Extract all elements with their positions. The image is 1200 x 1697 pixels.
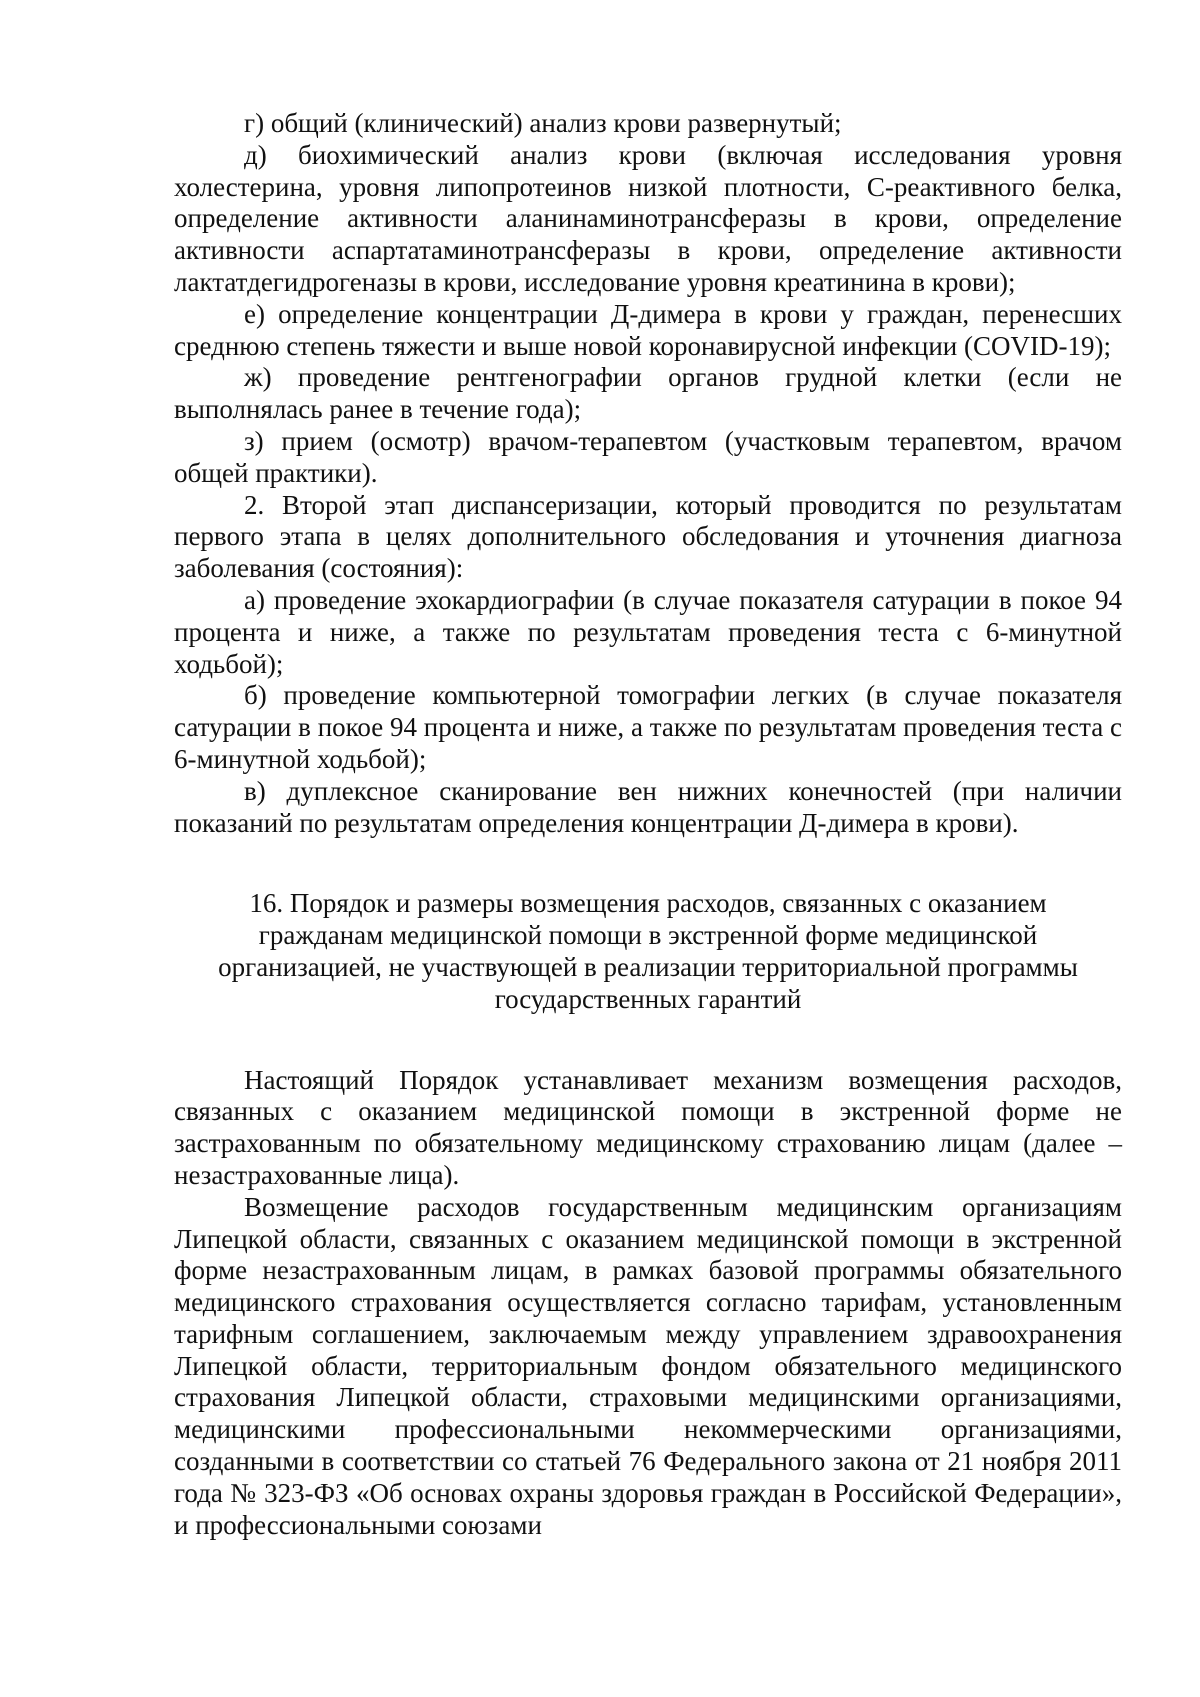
list-item-b: б) проведение компьютерной томографии легких (в случае показателя сатурации в покое 94 процента и ниже, а также по результатам проведения теста с 6-минутной ходьбой);	[174, 680, 1122, 774]
list-item-e: е) определение концентрации Д-димера в крови у граждан, перенесших среднюю степень тяжести и выше новой коронавирусной инфекции (COVID-19);	[174, 298, 1122, 361]
section-heading-line-2: гражданам медицинской помощи в экстренной форме медицинской	[258, 920, 1038, 951]
list-item-z: з) прием (осмотр) врачом-терапевтом (участковым терапевтом, врачом общей практики).	[174, 425, 1122, 488]
body-paragraph-1: Настоящий Порядок устанавливает механизм возмещения расходов, связанных с оказанием медицинской помощи в экстренной форме не застрахованным по обязательному медицинскому страхованию лицам (далее – незастрахованные лица).	[174, 1064, 1122, 1190]
list-item-v: в) дуплексное сканирование вен нижних конечностей (при наличии показаний по результатам определения концентрации Д-димера в крови).	[174, 775, 1122, 838]
list-item-a: а) проведение эхокардиографии (в случае показателя сатурации в покое 94 процента и ниже, а также по результатам проведения теста с 6-минутной ходьбой);	[174, 584, 1122, 679]
section-heading-line-1: 16. Порядок и размеры возмещения расходов, связанных с оказанием	[249, 888, 1047, 919]
spacer	[174, 1016, 1122, 1065]
body-paragraph-2: Возмещение расходов государственным медицинским организациям Липецкой области, связанных с оказанием медицинской помощи в экстренной форме незастрахованным лицам, в рамках базовой программы обязательного медицинского страхования осуществляется согласно тарифам, установленным тарифным соглашением, заключаемым между управлением здравоохранения Липецкой области, территориальным фондом обязательного медицинского страхования Липецкой области, страховыми медицинскими организациями, медицинскими профессиональными некоммерческими организациями, созданными в соответствии со статьей 76 Федерального закона от 21 ноября 2011 года № 323-ФЗ «Об основах охраны здоровья граждан в Российской Федерации», и профессиональными союзами	[174, 1191, 1122, 1540]
document-page	[174, 108, 1122, 1541]
list-item-g: г) общий (клинический) анализ крови развернутый;	[244, 108, 842, 138]
section-heading	[174, 888, 1122, 1015]
list-item-d: д) биохимический анализ крови (включая исследования уровня холестерина, уровня липопротеинов низкой плотности, С-реактивного белка, определение активности аланинаминотрансферазы в крови, определение активности аспартатаминотрансферазы в крови, определение активности лактатдегидрогеназы в крови, исследование уровня креатинина в крови);	[174, 139, 1122, 297]
section-heading-line-3: организацией, не участвующей в реализации территориальной программы	[218, 951, 1078, 982]
second-stage-paragraph: 2. Второй этап диспансеризации, который проводится по результатам первого этапа в целях дополнительного обследования и уточнения диагноза заболевания (состояния):	[174, 489, 1122, 584]
list-item-zh: ж) проведение рентгенографии органов грудной клетки (если не выполнялась ранее в течение года);	[174, 362, 1122, 425]
section-heading-line-4: государственных гарантий	[494, 983, 802, 1014]
